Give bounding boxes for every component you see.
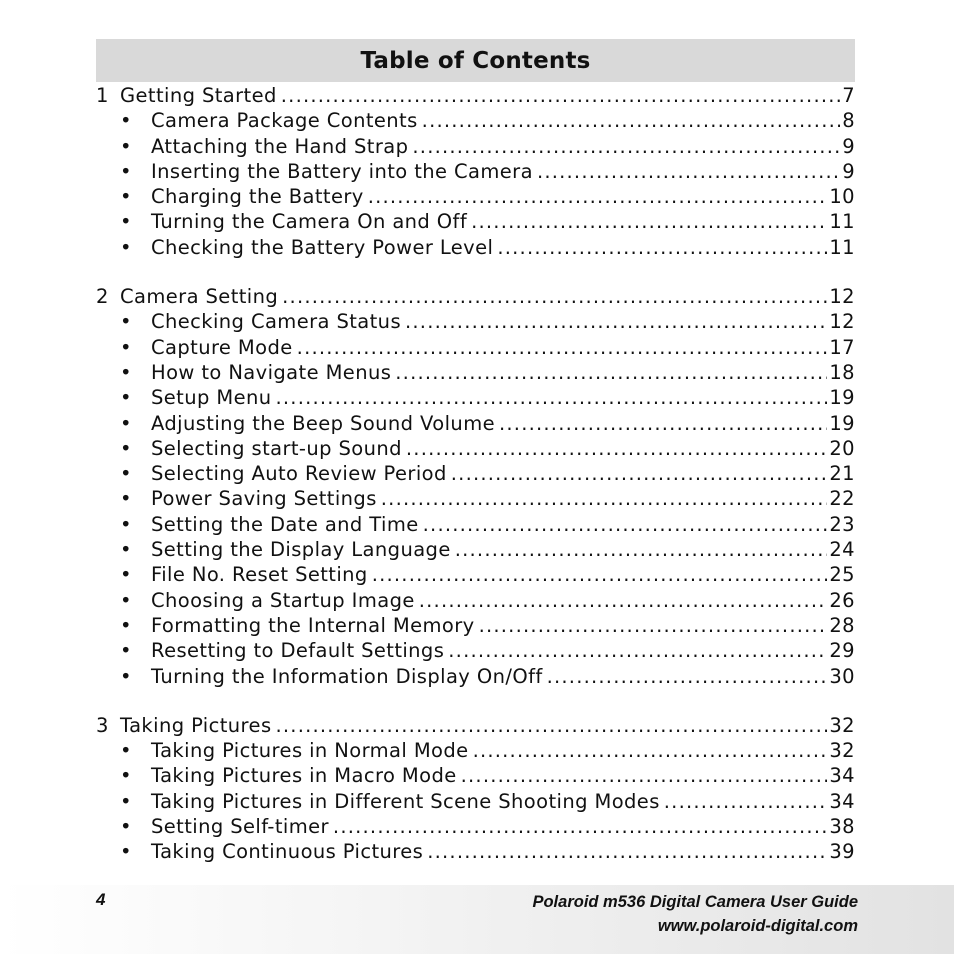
entry-page: 34 [829, 764, 855, 788]
entry-title: Checking Camera Status [151, 310, 401, 334]
entry-title: Choosing a Startup Image [151, 588, 415, 612]
entry-title: Checking the Battery Power Level [151, 235, 494, 259]
toc-chapter-row [96, 84, 855, 109]
bullet-icon: • [120, 739, 132, 763]
entry-title: How to Navigate Menus [151, 360, 392, 384]
entry-title: Formatting the Internal Memory [151, 613, 475, 637]
page-title: Table of Contents [360, 47, 591, 74]
entry-page: 39 [829, 840, 855, 864]
toc-section [96, 285, 855, 690]
toc-entry-row [96, 462, 855, 487]
dot-leader [391, 361, 827, 384]
dot-leader [377, 487, 828, 510]
entry-title: File No. Reset Setting [151, 563, 368, 587]
dot-leader [467, 210, 827, 233]
entry-page: 32 [829, 739, 855, 763]
entry-page: 19 [829, 386, 855, 410]
entry-page: 28 [829, 613, 855, 637]
bullet-icon: • [120, 613, 132, 637]
page-footer [0, 885, 954, 954]
entry-page: 9 [842, 134, 855, 158]
entry-title: Selecting Auto Review Period [151, 462, 447, 486]
entry-page: 9 [842, 159, 855, 183]
toc-entry-row [96, 361, 855, 386]
entry-page: 23 [829, 512, 855, 536]
toc-entry-row [96, 210, 855, 235]
bullet-icon: • [120, 789, 132, 813]
toc-entry-row [96, 840, 855, 865]
bullet-icon: • [120, 310, 132, 334]
dot-leader [272, 714, 828, 737]
toc-entry-row [96, 386, 855, 411]
bullet-icon: • [120, 512, 132, 536]
guide-title: Polaroid m536 Digital Camera User Guide [532, 893, 858, 911]
entry-title: Taking Pictures in Normal Mode [151, 739, 469, 763]
entry-page: 29 [829, 639, 855, 663]
toc-entry-row [96, 589, 855, 614]
toc-entry-row [96, 639, 855, 664]
bullet-icon: • [120, 840, 132, 864]
entry-title: Setting the Display Language [151, 538, 451, 562]
dot-leader [457, 764, 828, 787]
bullet-icon: • [120, 487, 132, 511]
bullet-icon: • [120, 411, 132, 435]
entry-page: 26 [829, 588, 855, 612]
toc-entry-row [96, 437, 855, 462]
dot-leader [293, 336, 828, 359]
toc-entry-row [96, 236, 855, 261]
dot-leader [418, 109, 841, 132]
entry-title: Turning the Information Display On/Off [151, 664, 543, 688]
dot-leader [272, 386, 828, 409]
bullet-icon: • [120, 815, 132, 839]
entry-title: Charging the Battery [151, 185, 364, 209]
entry-title: Taking Continuous Pictures [151, 840, 424, 864]
entry-title: Power Saving Settings [151, 487, 377, 511]
entry-page: 11 [829, 210, 855, 234]
entry-title: Taking Pictures in Different Scene Shooting Modes [151, 789, 660, 813]
toc-entry-row [96, 513, 855, 538]
entry-page: 22 [829, 487, 855, 511]
bullet-icon: • [120, 664, 132, 688]
dot-leader [533, 160, 840, 183]
website-url: www.polaroid-digital.com [657, 917, 858, 935]
bullet-icon: • [120, 210, 132, 234]
toc-entry-row [96, 109, 855, 134]
entry-title: Inserting the Battery into the Camera [151, 159, 533, 183]
bullet-icon: • [120, 159, 132, 183]
bullet-icon: • [120, 360, 132, 384]
dot-leader [493, 236, 827, 259]
dot-leader [469, 739, 828, 762]
toc-entry-row [96, 185, 855, 210]
bullet-icon: • [120, 639, 132, 663]
entry-page: 11 [829, 235, 855, 259]
entry-page: 25 [829, 563, 855, 587]
dot-leader [444, 639, 827, 662]
dot-leader [278, 285, 827, 308]
dot-leader [660, 790, 828, 813]
table-of-contents [96, 84, 855, 890]
entry-page: 17 [829, 335, 855, 359]
dot-leader [495, 412, 827, 435]
dot-leader [451, 538, 828, 561]
bullet-icon: • [120, 764, 132, 788]
toc-section [96, 84, 855, 261]
entry-title: Turning the Camera On and Off [151, 210, 468, 234]
entry-page: 21 [829, 462, 855, 486]
dot-leader [447, 462, 828, 485]
entry-page: 12 [829, 310, 855, 334]
entry-page: 24 [829, 538, 855, 562]
entry-title: Camera Package Contents [151, 109, 418, 133]
toc-entry-row [96, 739, 855, 764]
dot-leader [329, 815, 827, 838]
entry-title: Taking Pictures in Macro Mode [151, 764, 457, 788]
toc-entry-row [96, 160, 855, 185]
entry-page: 8 [842, 109, 855, 133]
page-number: 4 [96, 890, 106, 909]
entry-title: Attaching the Hand Strap [151, 134, 409, 158]
dot-leader [368, 563, 828, 586]
chapter-title: Taking Pictures [120, 713, 272, 737]
chapter-page: 32 [829, 713, 855, 737]
dot-leader [475, 614, 828, 637]
toc-entry-row [96, 538, 855, 563]
toc-chapter-row [96, 285, 855, 310]
toc-entry-row [96, 815, 855, 840]
bullet-icon: • [120, 462, 132, 486]
entry-page: 30 [829, 664, 855, 688]
bullet-icon: • [120, 588, 132, 612]
toc-entry-row [96, 665, 855, 690]
entry-page: 10 [829, 185, 855, 209]
bullet-icon: • [120, 335, 132, 359]
bullet-icon: • [120, 235, 132, 259]
dot-leader [402, 437, 827, 460]
toc-entry-row [96, 790, 855, 815]
chapter-number: 3 [96, 713, 109, 737]
entry-title: Setup Menu [151, 386, 272, 410]
chapter-title: Getting Started [120, 84, 277, 107]
toc-entry-row [96, 764, 855, 789]
toc-chapter-row [96, 714, 855, 739]
chapter-page: 12 [829, 285, 855, 309]
bullet-icon: • [120, 185, 132, 209]
entry-title: Setting the Date and Time [151, 512, 419, 536]
entry-title: Selecting start-up Sound [151, 436, 402, 460]
toc-entry-row [96, 336, 855, 361]
dot-leader [364, 185, 828, 208]
dot-leader [415, 589, 828, 612]
chapter-number: 2 [96, 285, 109, 309]
dot-leader [401, 310, 827, 333]
bullet-icon: • [120, 436, 132, 460]
dot-leader [543, 665, 828, 688]
toc-entry-row [96, 412, 855, 437]
dot-leader [408, 135, 840, 158]
bullet-icon: • [120, 538, 132, 562]
bullet-icon: • [120, 134, 132, 158]
entry-title: Setting Self-timer [151, 815, 329, 839]
entry-title: Resetting to Default Settings [151, 639, 445, 663]
entry-title: Adjusting the Beep Sound Volume [151, 411, 495, 435]
dot-leader [419, 513, 828, 536]
toc-section [96, 714, 855, 866]
toc-entry-row [96, 563, 855, 588]
toc-entry-row [96, 310, 855, 335]
entry-page: 20 [829, 436, 855, 460]
toc-entry-row [96, 135, 855, 160]
entry-page: 38 [829, 815, 855, 839]
dot-leader [277, 84, 840, 107]
bullet-icon: • [120, 563, 132, 587]
entry-title: Capture Mode [151, 335, 293, 359]
entry-page: 19 [829, 411, 855, 435]
bullet-icon: • [120, 386, 132, 410]
entry-page: 34 [829, 789, 855, 813]
entry-page: 18 [829, 360, 855, 384]
toc-entry-row [96, 487, 855, 512]
dot-leader [423, 840, 827, 863]
chapter-title: Camera Setting [120, 285, 279, 309]
toc-entry-row [96, 614, 855, 639]
chapter-page: 7 [842, 84, 855, 107]
bullet-icon: • [120, 109, 132, 133]
toc-title-bar [96, 39, 855, 82]
chapter-number: 1 [96, 84, 109, 107]
